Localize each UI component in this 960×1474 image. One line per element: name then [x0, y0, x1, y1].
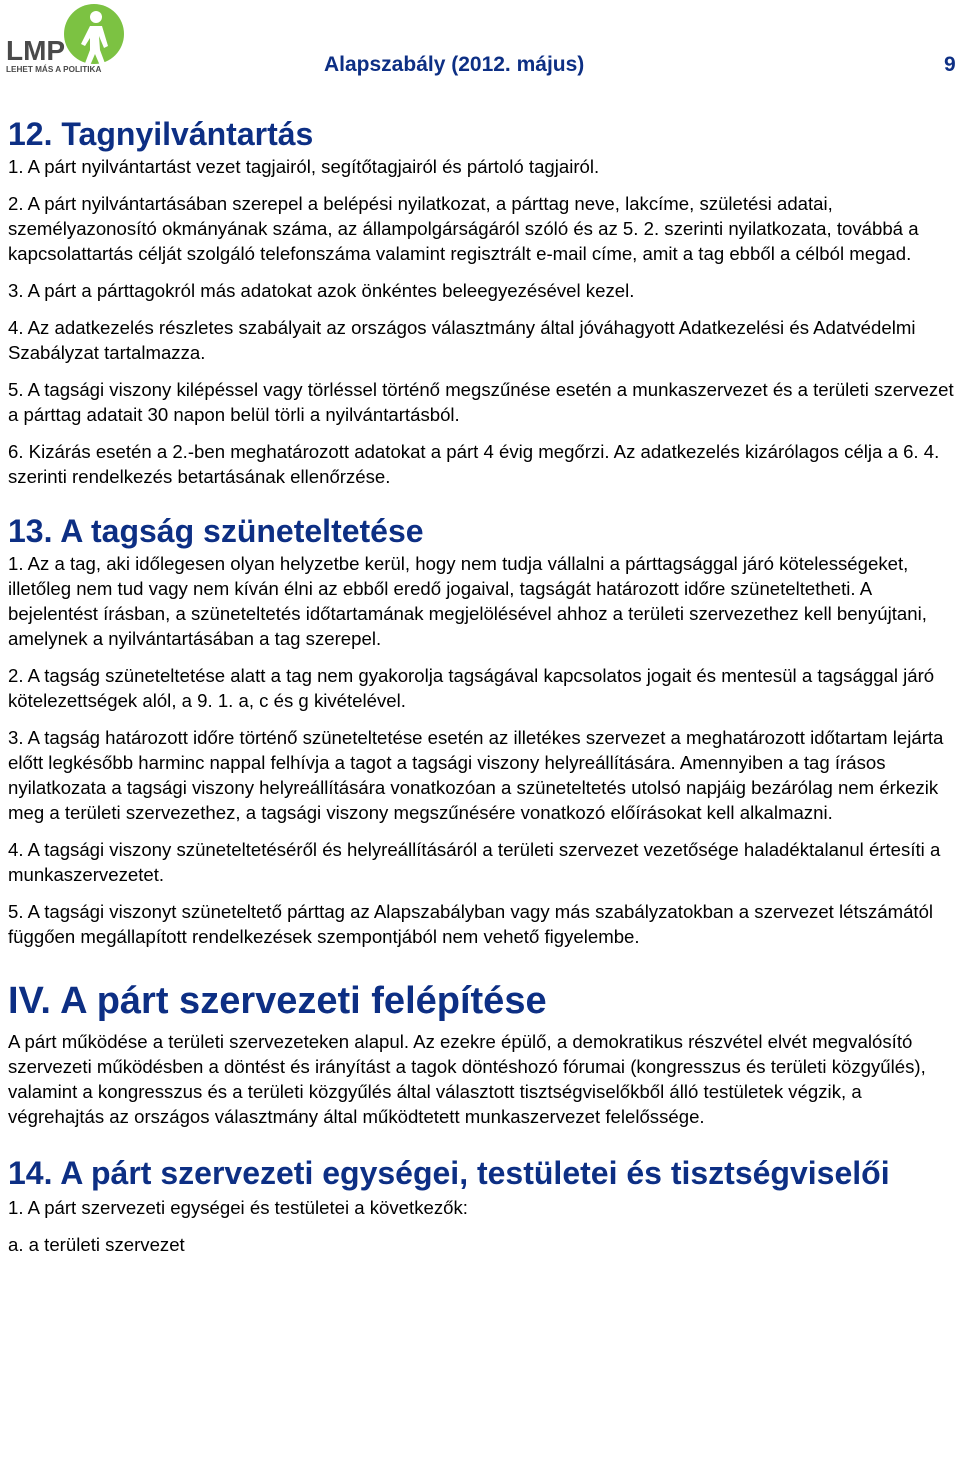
section-13-para-4: 4. A tagsági viszony szüneteltetéséről és helyreállításáról a területi szervezet vezetősége haladéktalanul értesíti a munkaszervezetet.: [8, 839, 941, 885]
part-4-para-1: A párt működése a területi szervezeteken alapul. Az ezekre épülő, a demokratikus részvétel elvét megvalósító szervezeti működésben a döntést és irányítást a tagok döntéshozó fórumai (kongresszus és területi közgyűlés), valamint a kongresszus és a területi közgyűlés által választott tisztségviselőkből álló testületek végzik, a végrehajtás az országos választmány által működtetett munkaszervezet felelőssége.: [8, 1031, 926, 1127]
logo-text: LMP: [6, 35, 66, 66]
section-12-para-5: 5. A tagsági viszony kilépéssel vagy törléssel történő megszűnése esetén a munkaszervezet és a területi szervezet a párttag adatait 30 napon belül törli a nyilvántartásból.: [8, 379, 954, 425]
document-body: [8, 114, 956, 1257]
part-4-heading: IV. A párt szervezeti felépítése: [8, 980, 547, 1022]
section-12-para-4: 4. Az adatkezelés részletes szabályait az országos választmány által jóváhagyott Adatkezelési és Adatvédelmi Szabályzat tartalmazza.: [8, 317, 916, 363]
document-title: Alapszabály (2012. május): [324, 53, 585, 76]
logo-subtext: LEHET MÁS A POLITIKA: [6, 65, 102, 74]
section-12-para-2: 2. A párt nyilvántartásában szerepel a belépési nyilatkozat, a párttag neve, lakcíme, születési adatai, személyazonosító okmányának száma, az állampolgárságáról szóló és az 5. 2. szerinti nyilatkozata, továbbá a kapcsolattartás célját szolgáló telefonszáma valamint regisztrált e-mail címe, amit a tag ebből a célból megad.: [8, 193, 919, 264]
section-13-para-2: 2. A tagság szüneteltetése alatt a tag nem gyakorolja tagságával kapcsolatos jogait és mentesül a tagsággal járó kötelezettségek alól, a 9. 1. a, c és g kivételével.: [8, 665, 935, 711]
section-12-heading: 12. Tagnyilvántartás: [8, 116, 314, 152]
section-13-heading: 13. A tagság szüneteltetése: [8, 513, 424, 549]
section-13-para-1: 1. Az a tag, aki időlegesen olyan helyzetbe kerül, hogy nem tudja vállalni a párttagsággal járó kötelességeket, illetőleg nem tud vagy nem kíván élni az ebből eredő jogaival, tagságát határozott időre szüneteltetheti. A bejelentést írásban, a szüneteltetés időtartamának megjelölésével ahhoz a területi szervezethez kell benyújtani, amelynek a nyilvántartásában a tag szerepel.: [8, 553, 927, 649]
page-header: [0, 0, 960, 90]
section-12-para-3: 3. A párt a párttagokról más adatokat azok önkéntes beleegyezésével kezel.: [8, 280, 635, 301]
lmp-logo: [4, 2, 124, 76]
section-14-para-2: a. a területi szervezet: [8, 1234, 185, 1255]
page-number: 9: [944, 53, 956, 76]
section-12-para-6: 6. Kizárás esetén a 2.-ben meghatározott adatokat a párt 4 évig megőrzi. Az adatkezelés kizárólagos célja a 6. 4. szerinti rendelkezés betartásának ellenőrzése.: [8, 441, 940, 487]
section-14-para-1: 1. A párt szervezeti egységei és testületei a következők:: [8, 1197, 468, 1218]
section-13-para-3: 3. A tagság határozott időre történő szüneteltetése esetén az illetékes szervezet a meghatározott időtartam lejárta előtt legkésőbb harminc nappal felhívja a tagot a tagsági viszony helyreállítására. Amennyiben a tag írásos nyilatkozata a tagsági viszony helyreállítására vonatkozóan a szüneteltetés utolsó napjáig bezárólag nem érkezik meg a területi szervezethez, a tagsági viszony megszűnésére vonatkozó előírásokat kell alkalmazni.: [8, 727, 944, 823]
section-13-para-5: 5. A tagsági viszonyt szüneteltető párttag az Alapszabályban vagy más szabályzatokban a szervezet létszámától függően megállapított rendelkezések szempontjából nem vehető figyelembe.: [8, 901, 934, 947]
section-12-para-1: 1. A párt nyilvántartást vezet tagjairól, segítőtagjairól és pártoló tagjairól.: [8, 156, 600, 177]
section-14-heading: 14. A párt szervezeti egységei, testületei és tisztségviselői: [8, 1155, 890, 1191]
